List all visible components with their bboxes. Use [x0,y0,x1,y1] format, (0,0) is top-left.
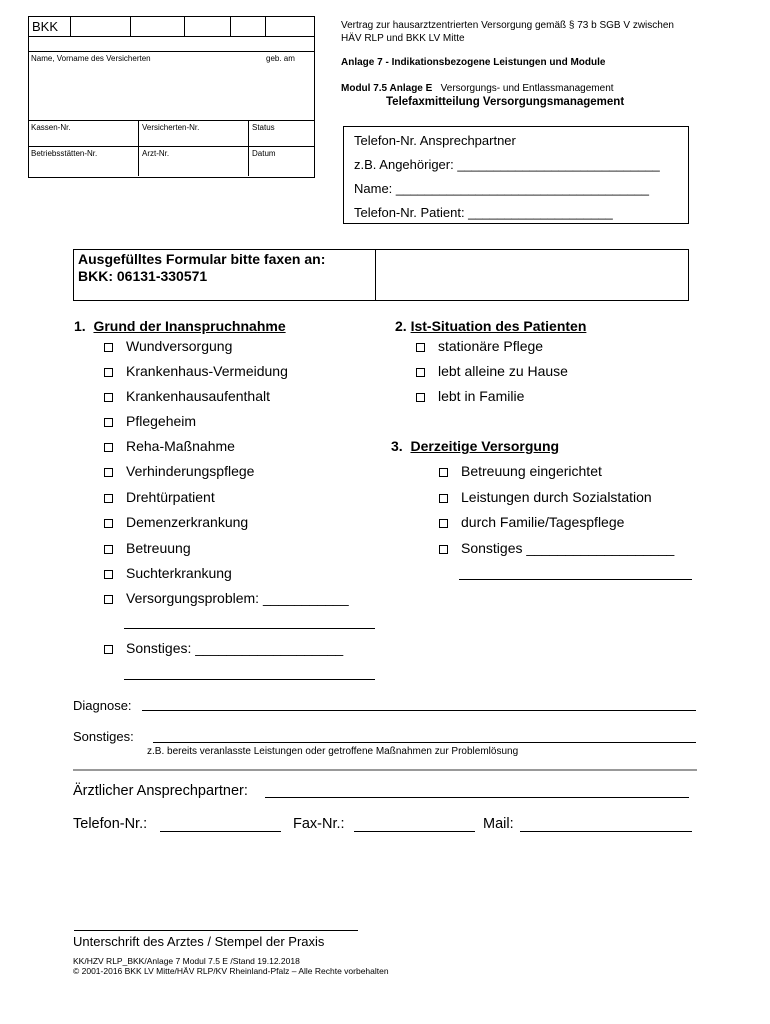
section2-number: 2. [395,318,407,334]
checkbox-label: Reha-Maßnahme [126,438,235,454]
checkbox-icon[interactable] [104,418,113,427]
birthdate-label: geb. am [266,54,295,63]
checkbox-krankenhaus-vermeidung[interactable] [104,363,288,379]
cell-divider [70,16,71,36]
checkbox-icon[interactable] [104,570,113,579]
telefon-label: Telefon-Nr.: [73,816,148,832]
checkbox-label: durch Familie/Tagespflege [461,514,625,530]
checkbox-icon[interactable] [104,393,113,402]
angehoeriger-field[interactable]: z.B. Angehöriger: ____________________________ [354,157,660,172]
checkbox-lebt-alleine[interactable] [416,363,568,379]
checkbox-label: Krankenhaus-Vermeidung [126,363,288,379]
checkbox-label: Wundversorgung [126,338,233,354]
versorgungsproblem-extra-line[interactable] [124,628,375,629]
checkbox-label: Krankenhausaufenthalt [126,388,270,404]
checkbox-sonstiges-1[interactable] [104,640,343,656]
patient-phone-field[interactable]: Telefon-Nr. Patient: ____________________ [354,205,613,220]
footer-line-2: © 2001-2016 BKK LV Mitte/HÄV RLP/KV Rheinland-Pfalz – Alle Rechte vorbehalten [73,966,389,976]
checkbox-icon[interactable] [416,368,425,377]
mail-label: Mail: [483,816,514,832]
checkbox-label: lebt alleine zu Hause [438,363,568,379]
footer-line-1: KK/HZV RLP_BKK/Anlage 7 Modul 7.5 E /Stand 19.12.2018 [73,956,300,966]
document-title: Telefaxmitteilung Versorgungsmanagement [386,96,625,108]
checkbox-icon[interactable] [104,595,113,604]
checkbox-icon[interactable] [104,368,113,377]
fax-instruction: Ausgefülltes Formular bitte faxen an: [78,251,326,267]
mail-line[interactable] [520,831,692,832]
checkbox-label: Sonstiges ___________________ [461,540,675,556]
checkbox-sozialstation[interactable] [439,489,652,505]
checkbox-label: stationäre Pflege [438,338,544,354]
checkbox-label: Sonstiges: ___________________ [126,640,344,656]
checkbox-sonstiges-3[interactable] [439,540,674,556]
cell-divider [138,120,139,176]
modul-rest: Versorgungs- und Entlassmanagement [440,83,614,94]
kassen-nr-label: Kassen-Nr. [31,123,71,132]
anlage-heading: Anlage 7 - Indikationsbezogene Leistungen und Module [341,57,606,68]
checkbox-icon[interactable] [439,519,448,528]
checkbox-familie-tagespflege[interactable] [439,514,624,530]
row-divider [28,146,314,147]
section3-title: Derzeitige Versorgung [410,438,560,454]
checkbox-versorgungsproblem[interactable] [104,590,349,606]
checkbox-icon[interactable] [104,343,113,352]
section1-number: 1. [74,318,86,334]
checkbox-krankenhausaufenthalt[interactable] [104,388,270,404]
checkbox-pflegeheim[interactable] [104,413,196,429]
cell-divider [230,16,231,36]
telefon-line[interactable] [160,831,281,832]
cell-divider [248,120,249,176]
contact-line-1: Telefon-Nr. Ansprechpartner [354,133,516,148]
row-divider [28,120,314,121]
checkbox-stationaere-pflege[interactable] [416,338,543,354]
fax-number: BKK: 06131-330571 [78,268,208,284]
section2-heading [395,318,586,334]
checkbox-icon[interactable] [104,443,113,452]
checkbox-icon[interactable] [439,545,448,554]
checkbox-label: Betreuung eingerichtet [461,463,602,479]
checkbox-demenzerkrankung[interactable] [104,514,248,530]
section3-heading [391,438,559,454]
checkbox-suchterkrankung[interactable] [104,565,232,581]
sonstiges-label: Sonstiges: [73,729,134,744]
cell-divider [184,16,185,36]
contract-line-1: Vertrag zur hausarztzentrierten Versorgung gemäß § 73 b SGB V zwischen [341,20,674,31]
checkbox-icon[interactable] [439,468,448,477]
checkbox-lebt-in-familie[interactable] [416,388,524,404]
signature-line[interactable] [74,930,358,931]
versicherten-nr-label: Versicherten-Nr. [142,123,200,132]
checkbox-icon[interactable] [104,545,113,554]
checkbox-icon[interactable] [416,393,425,402]
diagnose-label: Diagnose: [73,698,132,713]
fax-box-divider [375,249,376,300]
contract-line-2: HÄV RLP und BKK LV Mitte [341,33,465,44]
sonstiges-line[interactable] [153,742,696,743]
name-field[interactable]: Name: ___________________________________ [354,181,649,196]
row-divider [28,36,314,37]
status-label: Status [252,123,275,132]
checkbox-wundversorgung[interactable] [104,338,232,354]
fax-line[interactable] [354,831,475,832]
cell-divider [130,16,131,36]
modul-bold: Modul 7.5 Anlage E [341,83,433,94]
sonstiges-3-extra-line[interactable] [459,579,692,580]
checkbox-label: Pflegeheim [126,413,197,429]
checkbox-icon[interactable] [104,519,113,528]
checkbox-label: Demenzerkrankung [126,514,249,530]
section-divider [73,769,697,771]
signature-label: Unterschrift des Arztes / Stempel der Praxis [73,934,325,949]
name-label: Name, Vorname des Versicherten [31,54,151,63]
checkbox-drehtuerpatient[interactable] [104,489,215,505]
checkbox-betreuung-eingerichtet[interactable] [439,463,602,479]
arzt-line[interactable] [265,797,689,798]
sonstiges-extra-line[interactable] [124,679,375,680]
sonstiges-hint: z.B. bereits veranlasste Leistungen oder getroffene Maßnahmen zur Problemlösung [147,746,519,757]
checkbox-label: Betreuung [126,540,191,556]
modul-line [341,83,614,94]
checkbox-icon[interactable] [439,494,448,503]
arzt-label: Ärztlicher Ansprechpartner: [73,783,248,799]
checkbox-label: Drehtürpatient [126,489,215,505]
checkbox-label: Suchterkrankung [126,565,232,581]
cell-divider [265,16,266,36]
checkbox-label: Leistungen durch Sozialstation [461,489,652,505]
checkbox-icon[interactable] [104,494,113,503]
checkbox-icon[interactable] [416,343,425,352]
checkbox-label: lebt in Familie [438,388,525,404]
row-divider [28,51,314,52]
fax-label: Fax-Nr.: [293,816,345,832]
diagnose-line[interactable] [142,710,696,711]
checkbox-betreuung[interactable] [104,540,191,556]
checkbox-verhinderungspflege[interactable] [104,463,254,479]
checkbox-label: Versorgungsproblem: ___________ [126,590,349,606]
checkbox-icon[interactable] [104,645,113,654]
section1-title: Grund der Inanspruchnahme [93,318,286,334]
arzt-nr-label: Arzt-Nr. [142,149,170,158]
datum-label: Datum [252,149,276,158]
bkk-label: BKK [32,19,59,34]
section1-heading [74,318,286,334]
checkbox-reha-massnahme[interactable] [104,438,235,454]
section3-number: 3. [391,438,403,454]
checkbox-label: Verhinderungspflege [126,463,255,479]
section2-title: Ist-Situation des Patienten [410,318,587,334]
betriebsstaetten-nr-label: Betriebsstätten-Nr. [31,149,98,158]
checkbox-icon[interactable] [104,468,113,477]
